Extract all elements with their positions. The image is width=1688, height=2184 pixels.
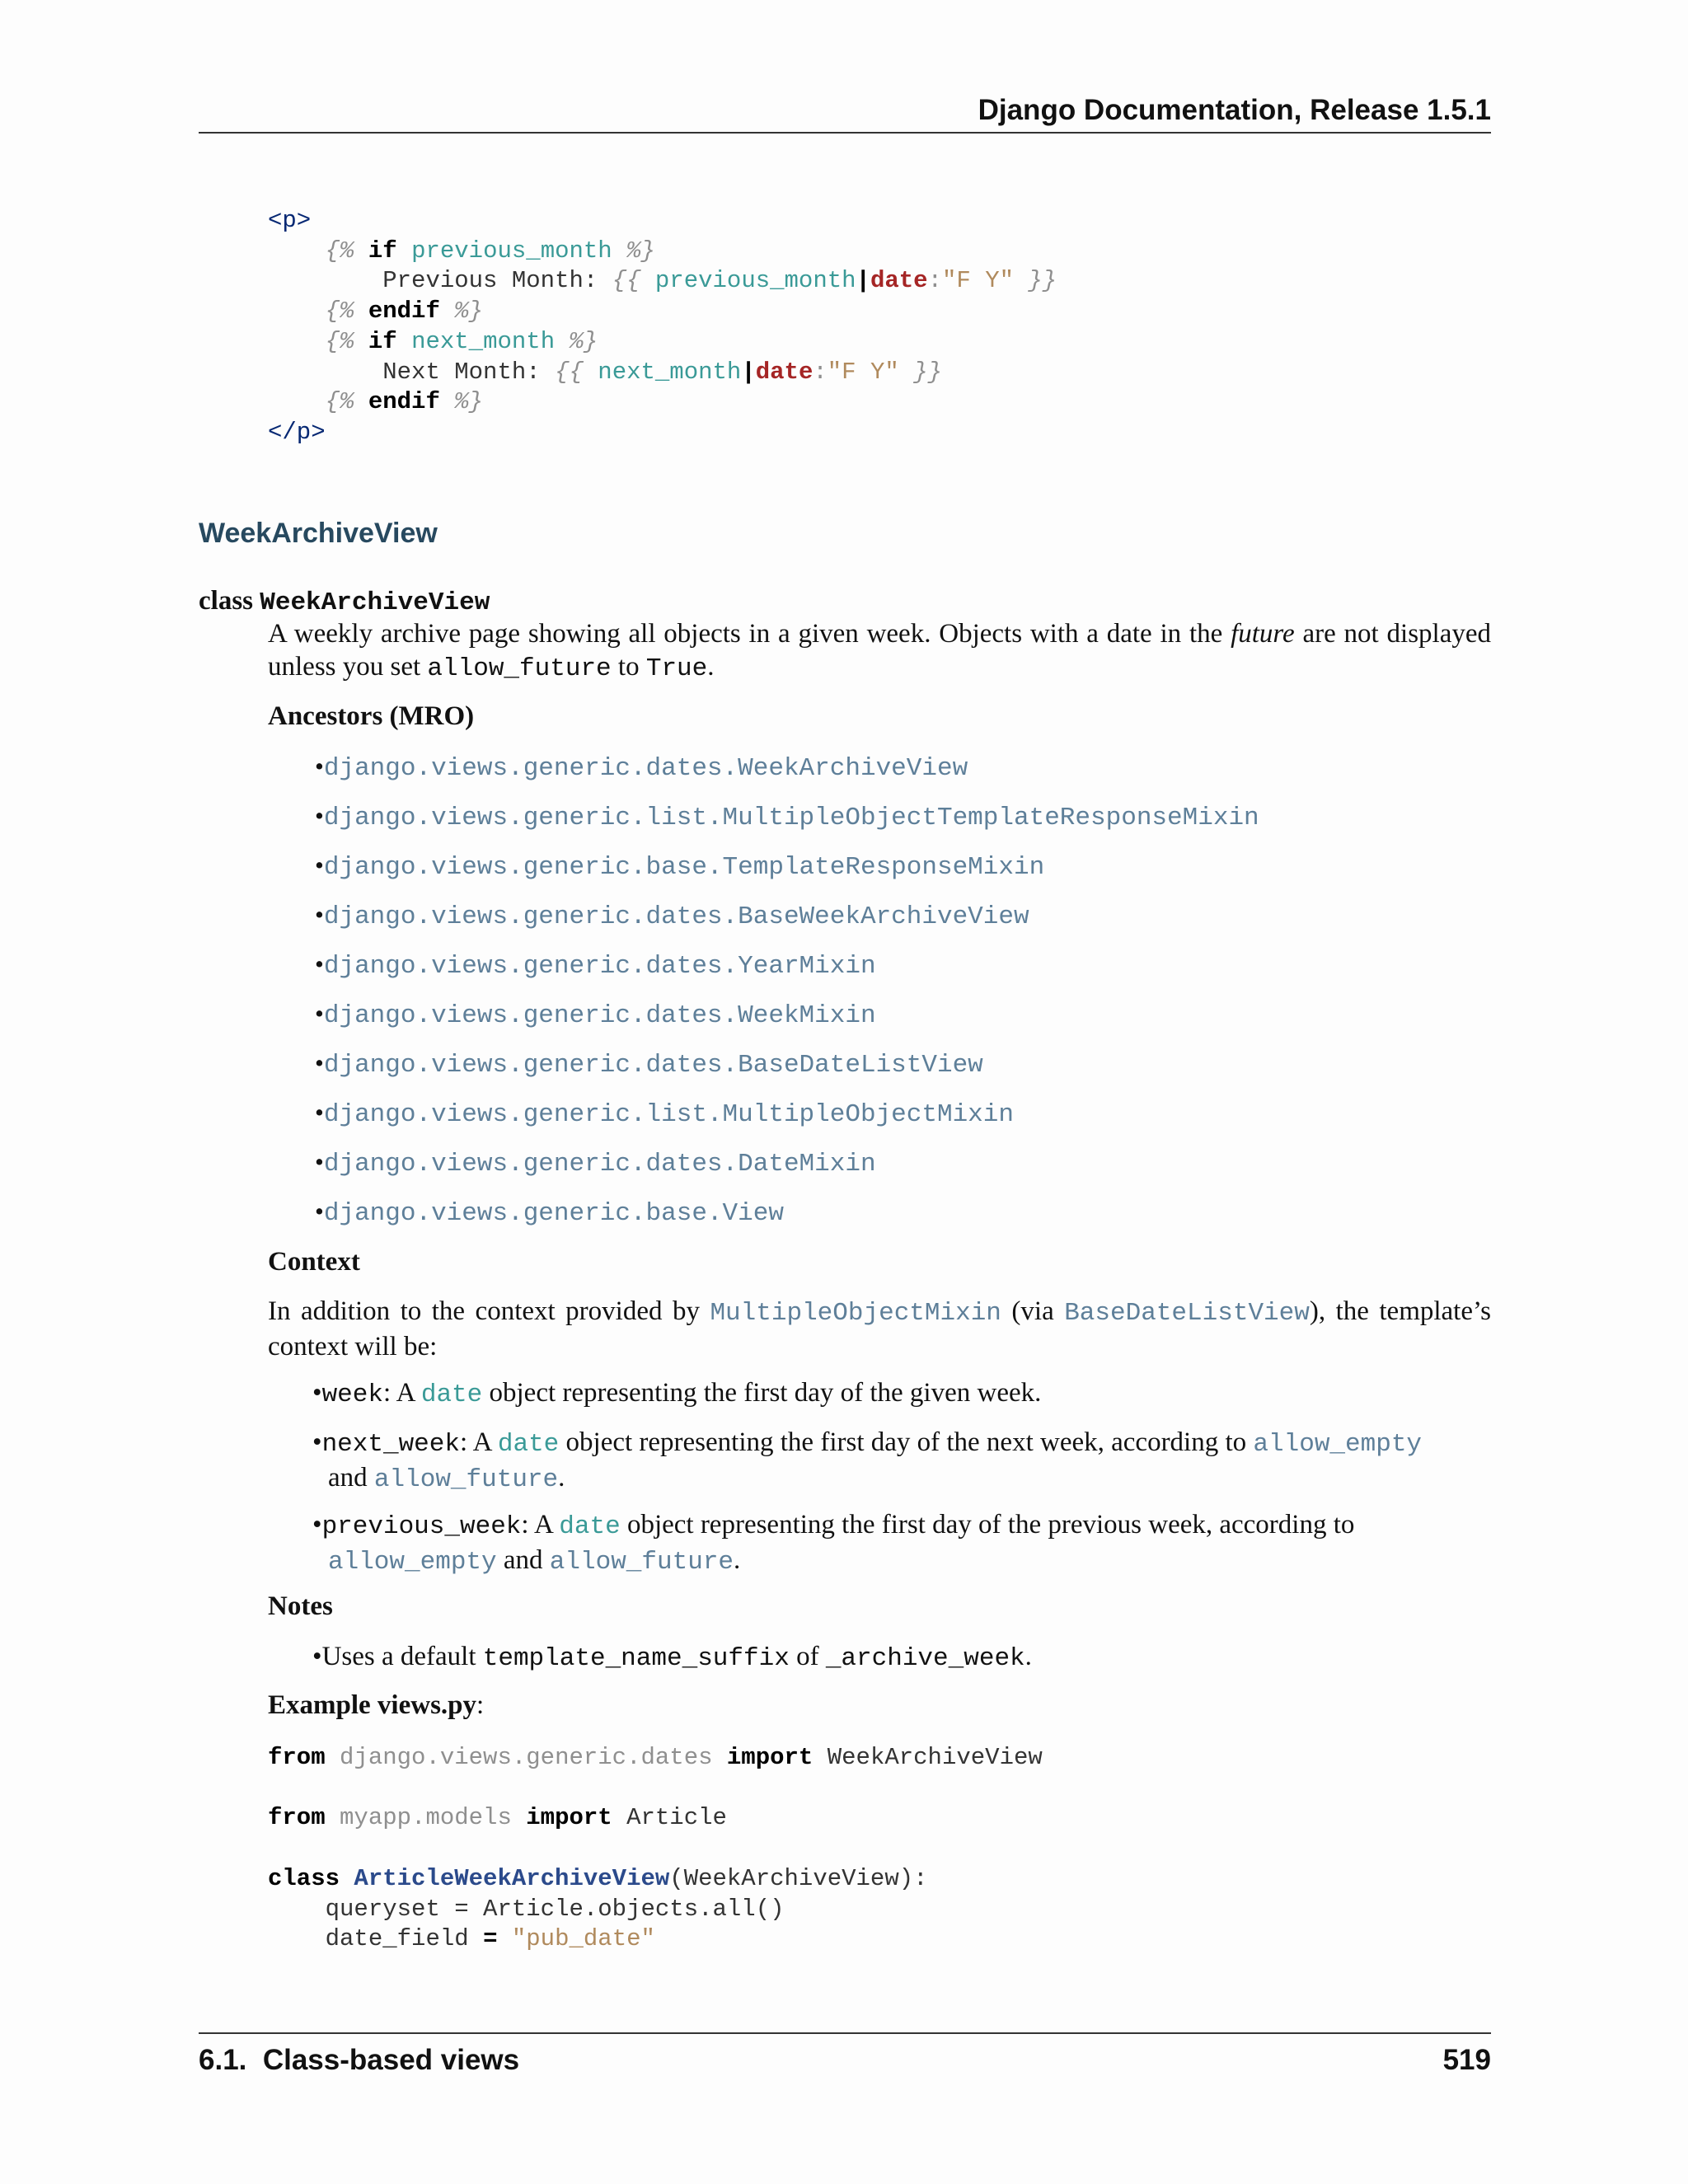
link-date[interactable]: date — [559, 1512, 621, 1541]
mro-item[interactable]: •django.views.generic.list.MultipleObjectTemplateResponseMixin — [315, 801, 1259, 832]
code-line: from myapp.models import Article — [268, 1804, 727, 1832]
code-line: {% endif %} — [325, 388, 484, 416]
link-multipleobjectmixin[interactable]: MultipleObjectMixin — [710, 1299, 1001, 1328]
code-line: Previous Month: {{ previous_month|date:"F Y" }} — [382, 267, 1057, 295]
notes-item: •Uses a default template_name_suffix of _archive_week. — [312, 1642, 1032, 1673]
link-date[interactable]: date — [420, 1380, 483, 1409]
mro-item[interactable]: •django.views.generic.dates.YearMixin — [315, 949, 876, 981]
code-line: {% endif %} — [325, 298, 484, 326]
mro-item[interactable]: •django.views.generic.dates.BaseDateListView — [315, 1048, 983, 1080]
link-allow-empty[interactable]: allow_empty — [1253, 1430, 1423, 1459]
mro-item[interactable]: •django.views.generic.dates.BaseWeekArchiveView — [315, 900, 1029, 931]
ancestors-heading: Ancestors (MRO) — [268, 701, 475, 731]
code-line: queryset = Article.objects.all() — [325, 1895, 785, 1923]
class-description: A weekly archive page showing all objects in a given week. Objects with a date in the future are not displayed unless you set allow_future to True. — [268, 619, 1491, 683]
class-name: WeekArchiveView — [260, 588, 490, 617]
class-keyword: class — [199, 586, 253, 616]
section-heading: WeekArchiveView — [199, 518, 438, 549]
mro-item[interactable]: •django.views.generic.dates.WeekArchiveView — [315, 752, 968, 783]
context-heading: Context — [268, 1247, 360, 1277]
code-line: {% if next_month %} — [325, 327, 598, 355]
mro-item[interactable]: •django.views.generic.base.View — [315, 1197, 784, 1228]
code-line: class ArticleWeekArchiveView(WeekArchiveView): — [268, 1864, 928, 1892]
context-item-next-week: •next_week: A date object representing the first day of the next week, according to allow_empty and allow_future. — [312, 1427, 1423, 1494]
page-number: 519 — [1442, 2044, 1491, 2076]
mro-item[interactable]: •django.views.generic.dates.WeekMixin — [315, 999, 876, 1030]
class-signature — [199, 586, 490, 617]
header-title: Django Documentation, Release 1.5.1 — [978, 94, 1491, 126]
link-basedatelistview[interactable]: BaseDateListView — [1064, 1299, 1310, 1328]
example-code-block — [268, 1743, 1043, 1955]
context-intro: In addition to the context provided by MultipleObjectMixin (via BaseDateListView), the template’s context will be: — [268, 1296, 1492, 1361]
code-line: <p> — [268, 207, 312, 234]
mro-item[interactable]: •django.views.generic.dates.DateMixin — [315, 1147, 876, 1179]
footer-section: 6.1. Class-based views — [199, 2044, 520, 2076]
code-line: {% if previous_month %} — [325, 237, 655, 265]
code-line: Next Month: {{ next_month|date:"F Y" }} — [382, 358, 942, 386]
link-allow-future[interactable]: allow_future — [373, 1465, 559, 1494]
context-item-week: •week: A date object representing the first day of the given week. — [312, 1378, 1042, 1409]
code-line: from django.views.generic.dates import WeekArchiveView — [268, 1744, 1043, 1771]
example-heading: Example views.py: — [268, 1690, 485, 1720]
link-date[interactable]: date — [497, 1430, 560, 1459]
context-item-previous-week: •previous_week: A date object representing the first day of the previous week, according to allow_empty and allow_future. — [312, 1510, 1355, 1577]
link-allow-empty[interactable]: allow_empty — [328, 1548, 497, 1577]
page-footer — [199, 2032, 1491, 2076]
notes-heading: Notes — [268, 1591, 333, 1621]
mro-item[interactable]: •django.views.generic.base.TemplateResponseMixin — [315, 851, 1045, 882]
code-line: date_field = "pub_date" — [325, 1925, 655, 1953]
page-header — [199, 91, 1491, 134]
link-allow-future[interactable]: allow_future — [549, 1548, 734, 1577]
mro-item[interactable]: •django.views.generic.list.MultipleObjectMixin — [315, 1098, 1014, 1129]
code-line: </p> — [268, 418, 326, 446]
template-code-block — [268, 206, 1057, 448]
